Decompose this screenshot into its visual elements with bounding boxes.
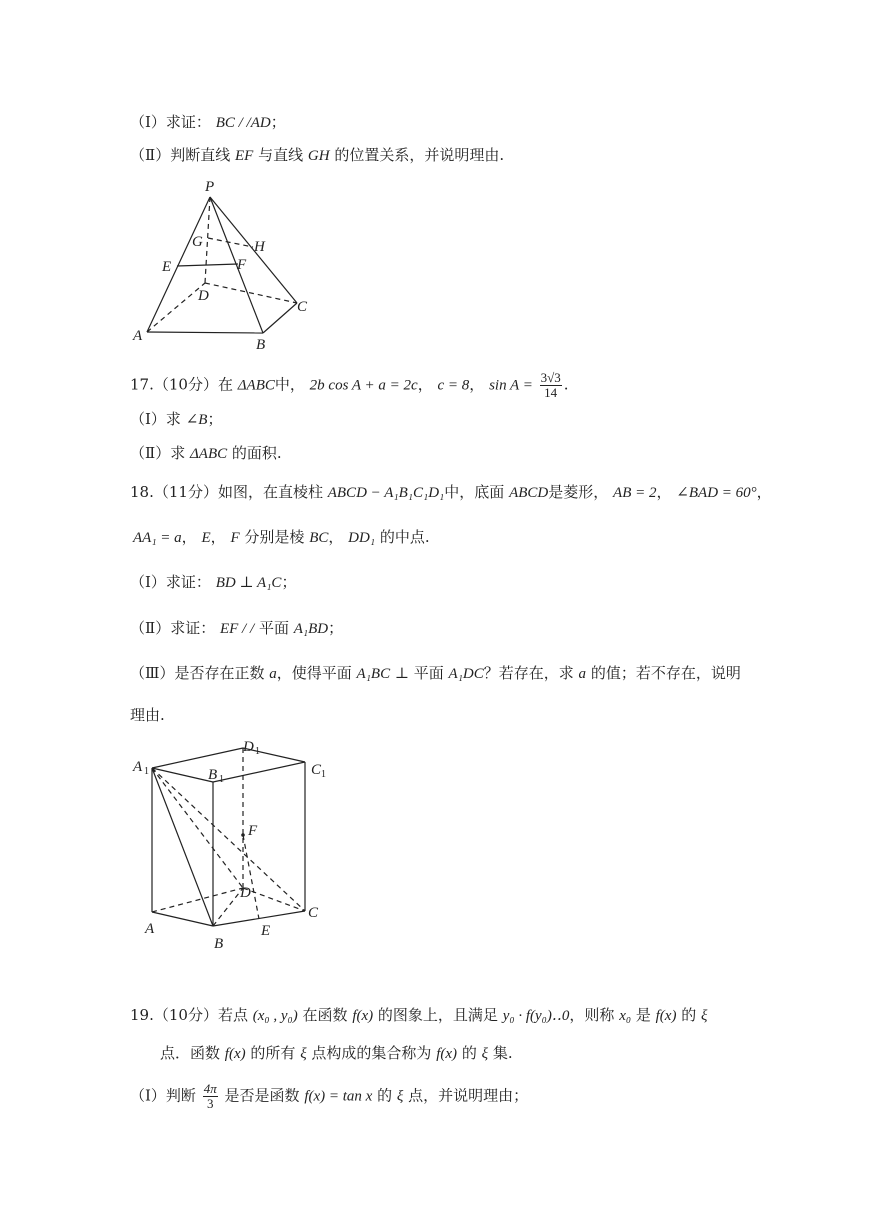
label-C1: C: [311, 762, 322, 778]
label-H: H: [254, 239, 265, 255]
label-C1-sub: 1: [321, 769, 326, 780]
label-B2: B: [214, 936, 224, 952]
label-G: G: [192, 234, 203, 250]
q18-line2: AA₁ = a， E， F 分别是棱 BC， DD₁ 的中点.: [133, 528, 430, 546]
label-A1: A: [133, 759, 143, 775]
label-B: B: [256, 337, 266, 353]
q18-part2: （Ⅱ）求证： EF / / 平面 A₁BD；: [130, 619, 344, 637]
prism-figure: [125, 735, 345, 960]
q17-part2: （Ⅱ）求 ΔABC 的面积.: [130, 444, 282, 462]
q19-header: 19.（10分）若点 (x₀ , y₀) 在函数 f(x) 的图象上，且满足 y₀ · f(y₀)‥0，则称 x₀ 是 f(x) 的 ξ: [130, 1006, 708, 1024]
q17-header: 17.（10分）在 ΔABC中， 2b cos A + a = 2c， c = 8， sin A = $\frac{3√3}{14}$ .: [130, 370, 569, 400]
label-A1-sub: 1: [144, 766, 149, 777]
q16-part2: （Ⅱ）判断直线 EF 与直线 GH 的位置关系，并说明理由.: [130, 146, 505, 164]
pyramid-figure: [125, 175, 325, 355]
q19-part1: （Ⅰ）判断 $\frac{4\pi}{3}$ 是否是函数 f(x) = tan x 的 ξ 点，并说明理由；: [130, 1081, 529, 1111]
q18-part1: （Ⅰ）求证： BD ⊥ A₁C；: [130, 573, 297, 591]
label-E: E: [162, 259, 172, 275]
q16-part1: （Ⅰ）求证： BC / /AD；: [130, 113, 286, 131]
label-B1-sub: 1: [219, 774, 224, 785]
point-F: [241, 833, 245, 837]
label-F2: F: [248, 823, 258, 839]
q18-header: 18.（11分）如图，在直棱柱 ABCD − A₁B₁C₁D₁中，底面 ABCD是菱形， AB = 2， ∠BAD = 60°，: [130, 483, 772, 501]
q17-part1: （Ⅰ）求 ∠B；: [130, 410, 223, 428]
label-D: D: [198, 288, 209, 304]
q18-part3-line2: 理由.: [130, 706, 165, 724]
q19-4pi-over-3-fraction: $\frac{4\pi}{3}$: [203, 1081, 217, 1111]
label-F: F: [237, 257, 247, 273]
q18-part3: （Ⅲ）是否存在正数 a，使得平面 A₁BC ⊥ 平面 A₁DC？若存在，求 a 的值；若不存在，说明: [130, 664, 741, 682]
label-C: C: [297, 299, 308, 315]
label-P: P: [205, 179, 215, 195]
label-D1-sub: 1: [255, 746, 260, 757]
label-C2: C: [308, 905, 319, 921]
label-E2: E: [261, 923, 271, 939]
q17-sinA-fraction: $\frac{3√3}{14}$: [540, 370, 561, 400]
label-D2: D: [240, 885, 251, 901]
label-B1: B: [208, 767, 218, 783]
label-A2: A: [145, 921, 155, 937]
q19-line2: 点．函数 f(x) 的所有 ξ 点构成的集合称为 f(x) 的 ξ 集.: [160, 1044, 513, 1062]
label-D1: D: [243, 739, 254, 755]
label-A: A: [133, 328, 143, 344]
